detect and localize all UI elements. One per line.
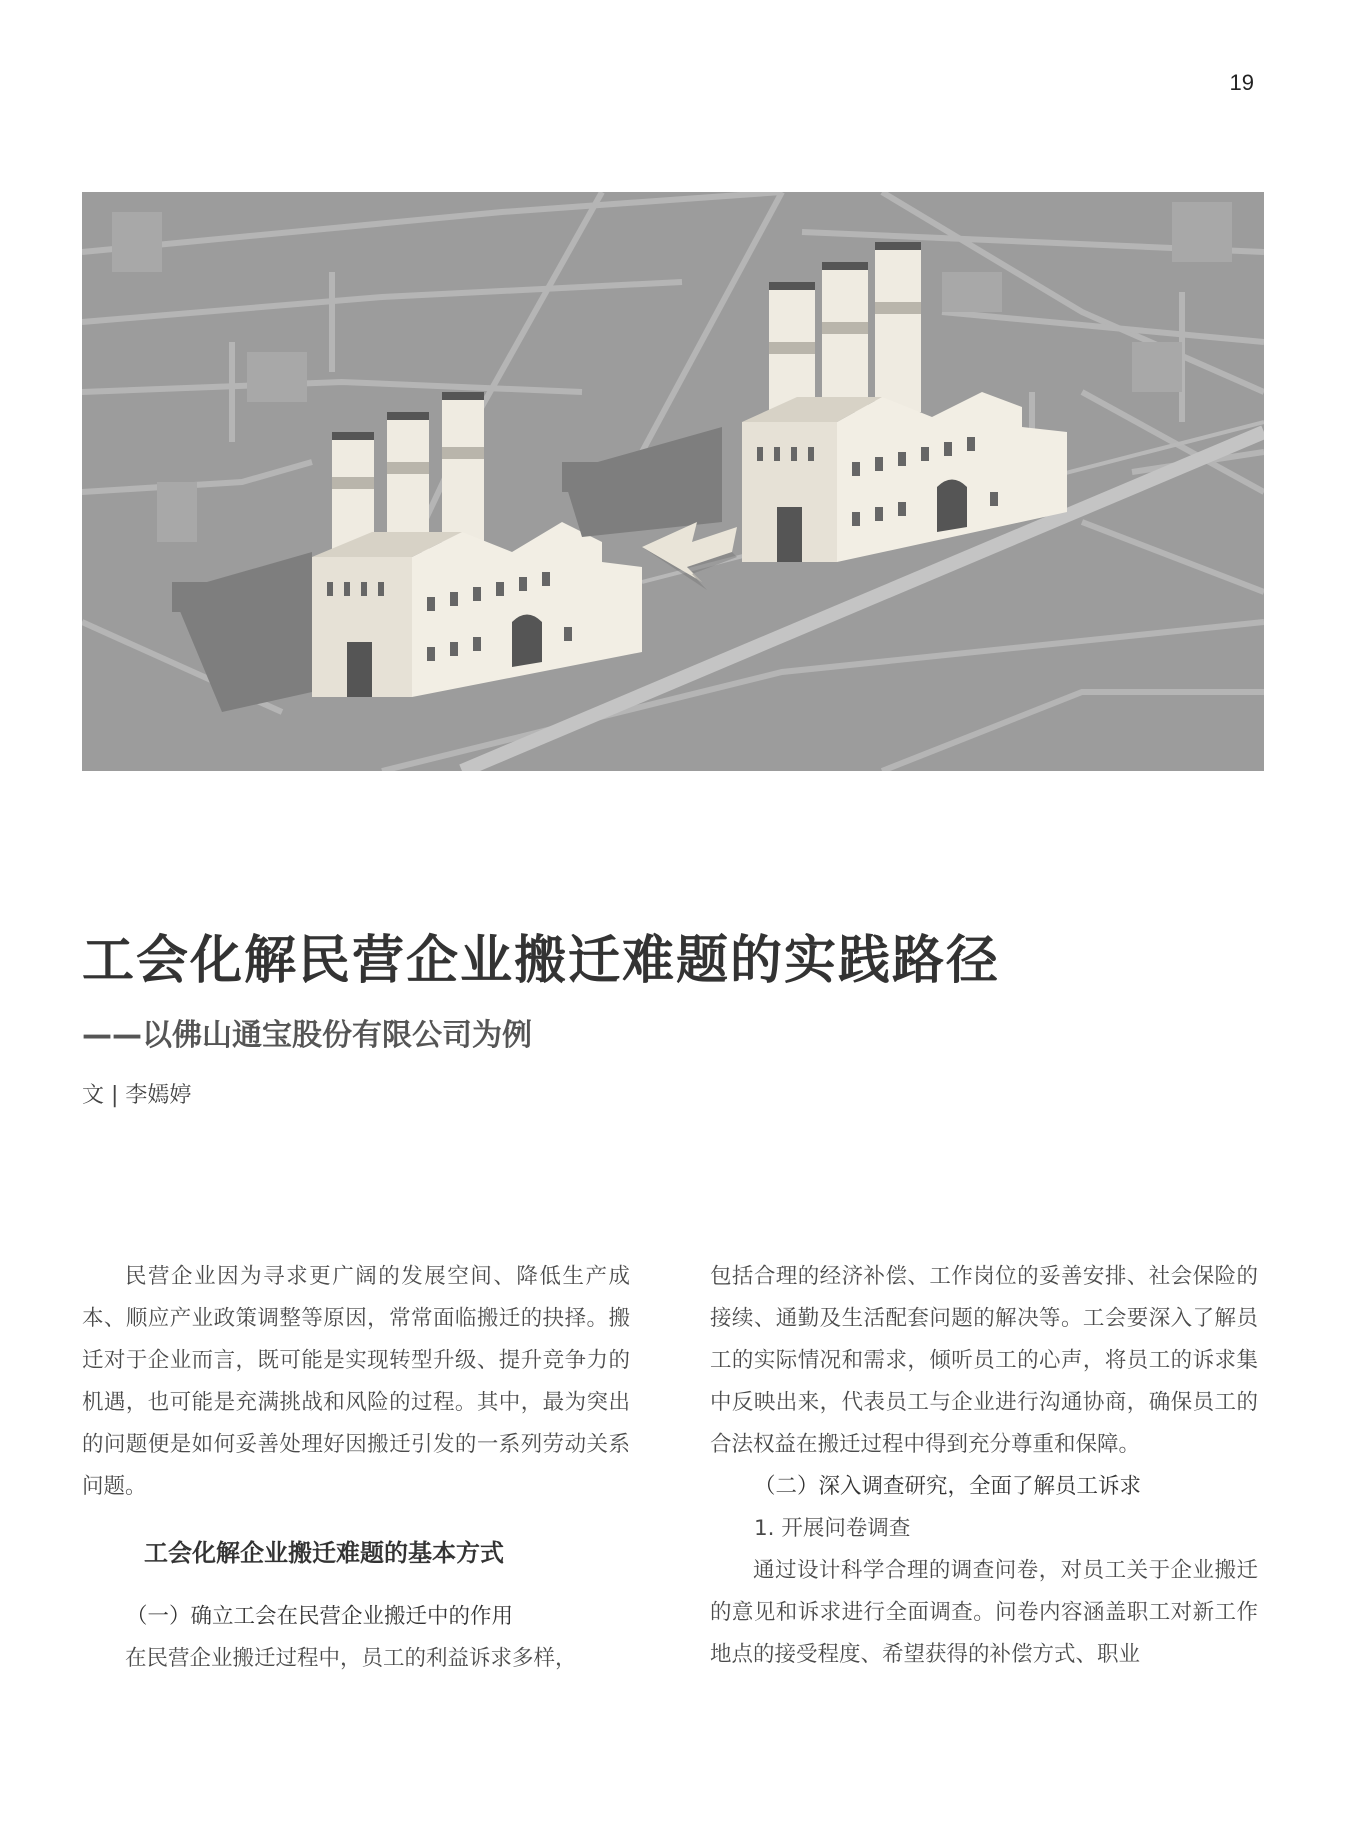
paragraph-1-continued: 包括合理的经济补偿、工作岗位的妥善安排、社会保险的接续、通勤及生活配套问题的解决等。工会要深入了解员工的实际情况和需求，倾听员工的心声，将员工的诉求集中反映出来，代表员工与企业进行沟通协商，确保员工的合法权益在搬迁过程中得到充分尊重和保障。	[710, 1264, 1258, 1457]
body-column-left	[82, 1256, 630, 1680]
item-heading-1: 1. 开展问卷调查	[754, 1516, 911, 1541]
sub-heading-2: （二）深入调查研究，全面了解员工诉求	[754, 1474, 1142, 1499]
sub-heading-1: （一）确立工会在民营企业搬迁中的作用	[126, 1604, 514, 1629]
article-subtitle: ——以佛山通宝股份有限公司为例	[82, 1018, 532, 1053]
factory-relocation-illustration	[82, 192, 1264, 771]
intro-paragraph: 民营企业因为寻求更广阔的发展空间、降低生产成本、顺应产业政策调整等原因，常常面临搬迁的抉择。搬迁对于企业而言，既可能是实现转型升级、提升竞争力的机遇，也可能是充满挑战和风险的过程。其中，最为突出的问题便是如何妥善处理好因搬迁引发的一系列劳动关系问题。	[82, 1264, 630, 1499]
body-column-right	[710, 1256, 1258, 1676]
paragraph-1-start: 在民营企业搬迁过程中，员工的利益诉求多样，	[125, 1646, 577, 1671]
section-heading: 工会化解企业搬迁难题的基本方式	[144, 1539, 504, 1567]
article-title: 工会化解民营企业搬迁难题的实践路径	[82, 931, 1001, 991]
page-number: 19	[1229, 70, 1254, 95]
article-byline: 文 | 李嫣婷	[82, 1083, 192, 1108]
paragraph-2: 通过设计科学合理的调查问卷，对员工关于企业搬迁的意见和诉求进行全面调查。问卷内容涵盖职工对新工作地点的接受程度、希望获得的补偿方式、职业	[710, 1558, 1258, 1667]
